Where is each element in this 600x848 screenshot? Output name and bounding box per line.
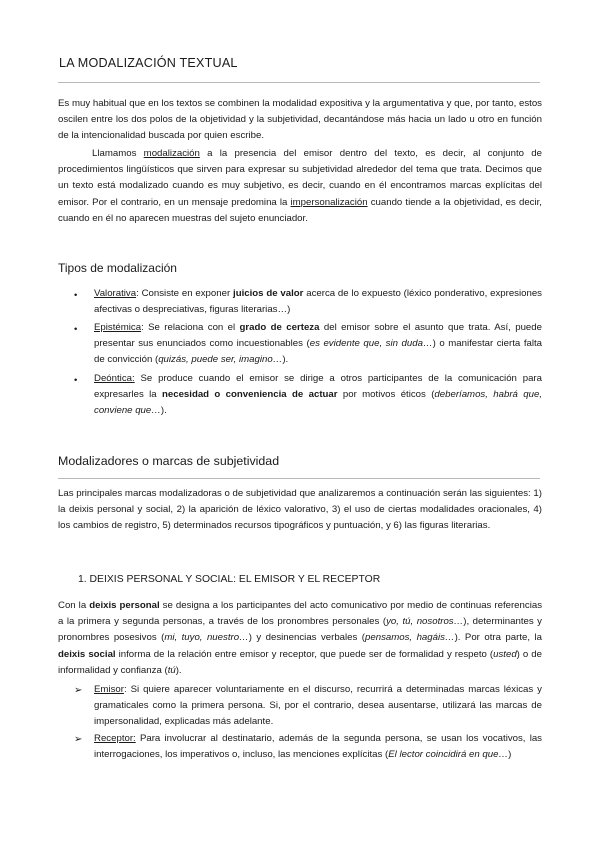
term-modalizacion: modalización — [143, 148, 200, 159]
list-item-valorativa: Valorativa: Consiste en exponer juicios de valor acerca de lo expuesto (léxico ponderativo, expresiones afectivas o despreciativas, figuras literarias…) — [94, 288, 542, 316]
subsection-heading-deixis: 1. DEIXIS PERSONAL Y SOCIAL: EL EMISOR Y EL RECEPTOR — [78, 574, 381, 585]
list-item-deontica: Deóntica: Se produce cuando el emisor se dirige a otros participantes de la comunicación para expresarles la necesidad o conveniencia de actuar por motivos éticos (deberíamos, habrá que, conviene que…). — [94, 373, 542, 417]
arrow-bullet-icon: ➢ — [74, 685, 83, 696]
intro-paragraph: Es muy habitual que en los textos se combinen la modalidad expositiva y la argumentativa y que, por tanto, estos oscilen entre los dos polos de la objetividad y la subjetividad, decantándose más hacia un lado u otro en función de la intencionalidad buscada por quien escribe. — [58, 98, 542, 142]
definition-paragraph: Llamamos modalización a la presencia del emisor dentro del texto, es decir, al conjunto de procedimientos lingüísticos que sirven para expresar su subjetividad alrededor del tema que trata. Decimos que un texto está modalizado cuando es muy subjetivo, es decir, cuando en él encontramos marcas explícitas del emisor. Por el contrario, en un mensaje predomina la impersonalización cuando tiende a la objetividad, es decir, cuando en él no aparecen muestras del sujeto enunciador. — [58, 148, 543, 224]
bullet-icon: • — [74, 290, 78, 301]
section-divider — [58, 478, 540, 479]
bullet-icon: • — [74, 375, 78, 386]
list-item-epistemica: Epistémica: Se relaciona con el grado de certeza del emisor sobre el asunto que trata. Así, puede presentar sus enunciados como incuestionables (es evidente que, sin duda…) o manifestar cierta falta de convicción (quizás, puede ser, imagino…). — [94, 322, 543, 366]
title-divider — [58, 82, 540, 83]
section-heading-tipos: Tipos de modalización — [58, 261, 177, 275]
list-item-emisor: Emisor: Si quiere aparecer voluntariamente en el discurso, recurrirá a determinadas marcas léxicas y gramaticales como la primera persona. Si, por el contrario, desea ausentarse, utilizará las marcas de impersonalidad, explicadas más adelante. — [94, 684, 542, 728]
section-heading-marcas: Modalizadores o marcas de subjetividad — [58, 454, 280, 468]
list-item-receptor: Receptor: Para involucrar al destinatario, además de la segunda persona, se usan los vocativos, las interrogaciones, los imperativos o, incluso, las menciones explícitas (El lector coincidirá en que…) — [94, 733, 542, 761]
page-title: LA MODALIZACIÓN TEXTUAL — [59, 56, 238, 70]
deixis-paragraph: Con la deixis personal se designa a los participantes del acto comunicativo por medio de continuas referencias a la primera y segunda personas, a través de los pronombres personales (yo, tú, nosotros…), determinantes y pronombres posesivos (mi, tuyo, nuestro…) y desinencias verbales (pensamos, hagáis…). Por otra parte, la deixis social informa de la relación entre emisor y receptor, que puede ser de formalidad y respeto (usted) o de informalidad y confianza (tú). — [58, 600, 543, 676]
term-impersonalizacion: impersonalización — [290, 196, 368, 208]
marcas-paragraph: Las principales marcas modalizadoras o de subjetividad que analizaremos a continuación serán las siguientes: 1) la deixis personal y social, 2) la aparición de léxico valorativo, 3) el uso de ciertas modalidades oracionales, 4) los cambios de registro, 5) determinados recursos tipográficos y puntuación, y 6) las figuras literarias. — [58, 488, 542, 532]
arrow-bullet-icon: ➢ — [74, 734, 83, 745]
bullet-icon: • — [74, 324, 78, 335]
